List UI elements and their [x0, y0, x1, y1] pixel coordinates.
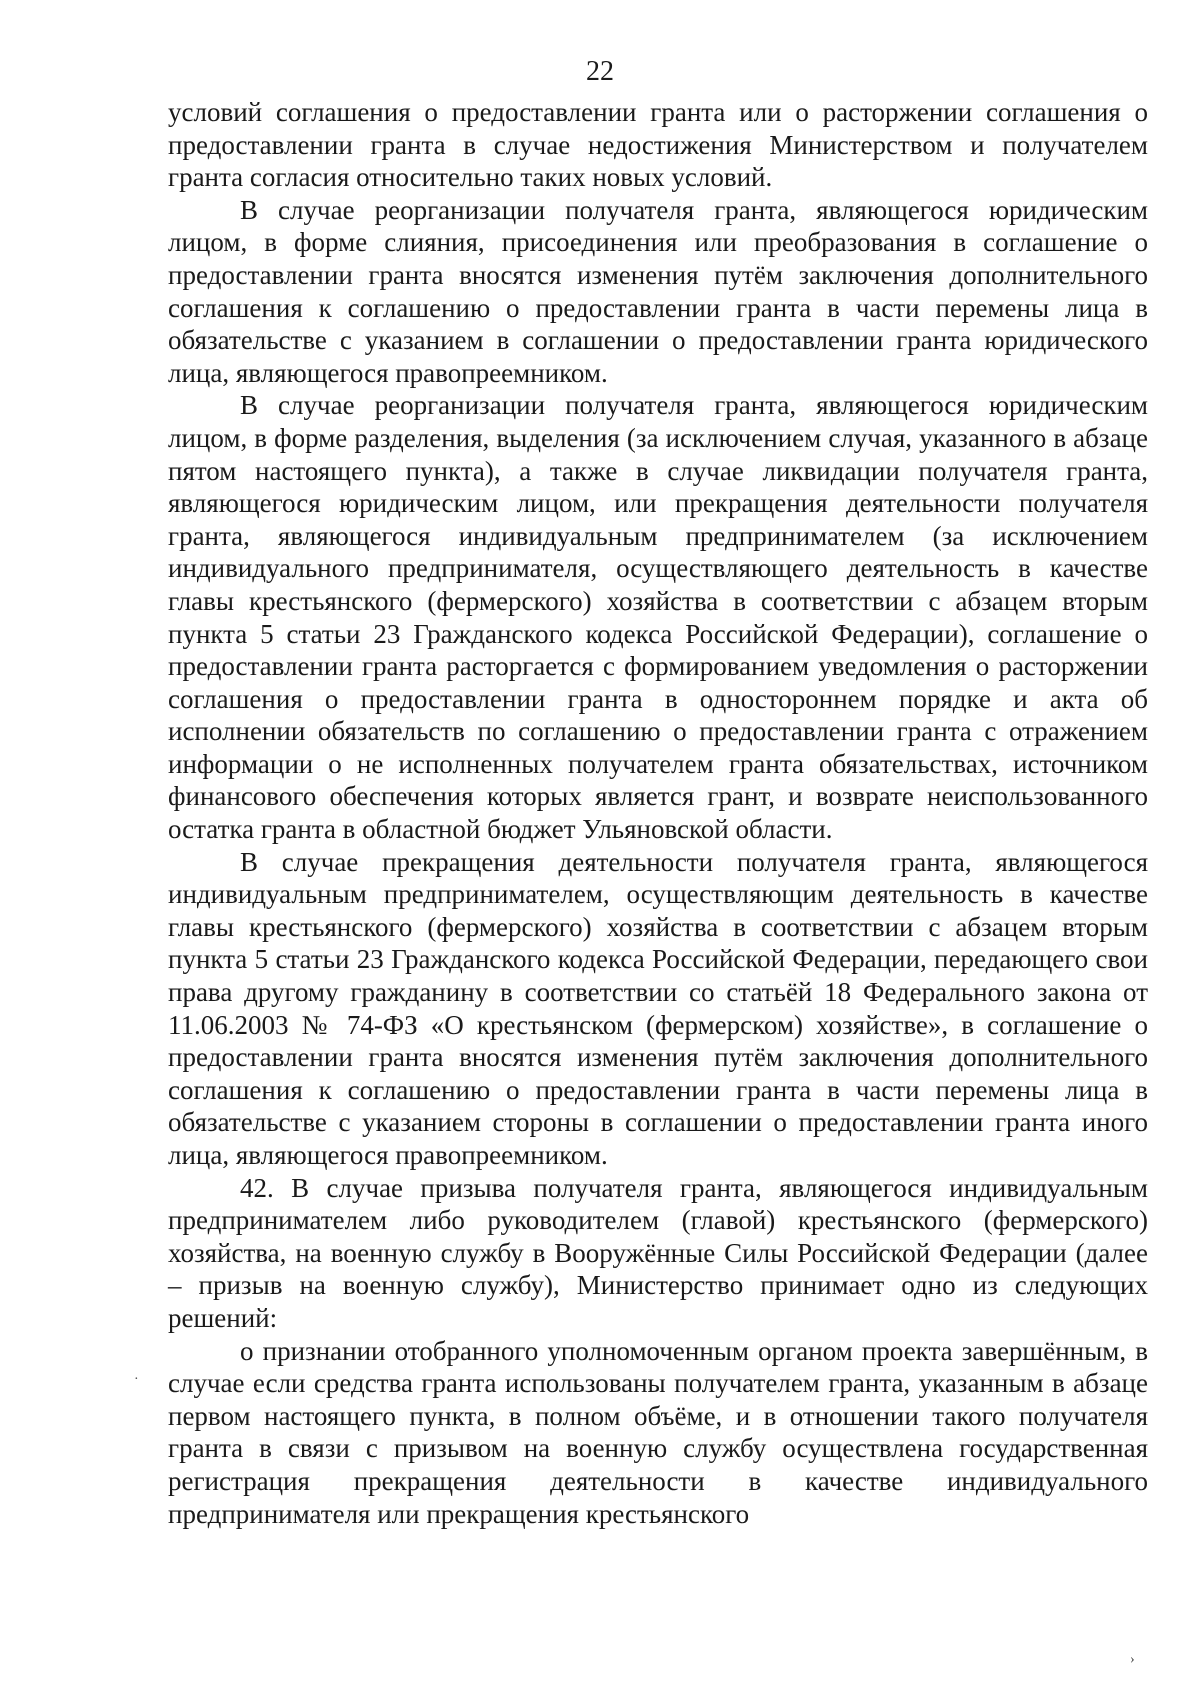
paragraph-reorganization-division: В случае реорганизации получателя гранта, являющегося юридическим лицом, в форме разделения, выделения (за исключением случая, указанного в абзаце пятом настоящего пункта), а также в случае ликвидации получателя гранта, являющегося юридическим лицом, или прекращения деятельности получателя гранта, являющегося индивидуальным предпринимателем (за исключением индивидуального предпринимателя, осуществляющего деятельность в качестве главы крестьянского (фермерского) хозяйства в соответствии с абзацем вторым пункта 5 статьи 23 Гражданского кодекса Российской Федерации), соглашение о предоставлении гранта расторгается с формированием уведомления о расторжении соглашения о предоставлении гранта в одностороннем порядке и акта об исполнении обязательств по соглашению о предоставлении гранта с отражением информации о не исполненных получателем гранта обязательствах, источником финансового обеспечения которых является грант, и возврате неиспользованного остатка гранта в областной бюджет Ульяновской области.	[168, 390, 1148, 845]
paragraph-continuation: условий соглашения о предоставлении гранта или о расторжении соглашения о предоставлении гранта в случае недостижения Министерством и получателем гранта согласия относительно таких новых условий.	[168, 97, 1148, 193]
page-number: 22	[586, 56, 614, 87]
scan-speck: ›	[1130, 1652, 1135, 1667]
paragraph-clause-42: 42. В случае призыва получателя гранта, являющегося индивидуальным предпринимателем либо руководителем (главой) крестьянского (фермерского) хозяйства, на военную службу в Вооружённые Силы Российской Федерации (далее – призыв на военную службу), Министерство принимает одно из следующих решений:	[168, 1172, 1148, 1333]
paragraph-decision-option: о признании отобранного уполномоченным органом проекта завершённым, в случае если средства гранта использованы получателем гранта, указанным в абзаце первом настоящего пункта, в полном объёме, и в отношении такого получателя гранта в связи с призывом на военную службу осуществлена государственная регистрация прекращения деятельности в качестве индивидуального предпринимателя или прекращения крестьянского	[168, 1335, 1148, 1529]
paragraph-reorganization-merger: В случае реорганизации получателя гранта, являющегося юридическим лицом, в форме слияния, присоединения или преобразования в соглашение о предоставлении гранта вносятся изменения путём заключения дополнительного соглашения к соглашению о предоставлении гранта в части перемены лица в обязательстве с указанием в соглашении о предоставлении гранта юридического лица, являющегося правопреемником.	[168, 194, 1148, 388]
document-body	[168, 96, 1148, 1530]
paragraph-termination-farm-head: В случае прекращения деятельности получателя гранта, являющегося индивидуальным предпринимателем, осуществляющим деятельность в качестве главы крестьянского (фермерского) хозяйства в соответствии с абзацем вторым пункта 5 статьи 23 Гражданского кодекса Российской Федерации, передающего свои права другому гражданину в соответствии со статьёй 18 Федерального закона от 11.06.2003 № 74-ФЗ «О крестьянском (фермерском) хозяйстве», в соглашение о предоставлении гранта вносятся изменения путём заключения дополнительного соглашения к соглашению о предоставлении гранта в части перемены лица в обязательстве с указанием стороны в соглашении о предоставлении гранта иного лица, являющегося правопреемником.	[168, 846, 1148, 1170]
scan-speck: ·	[134, 1372, 139, 1387]
